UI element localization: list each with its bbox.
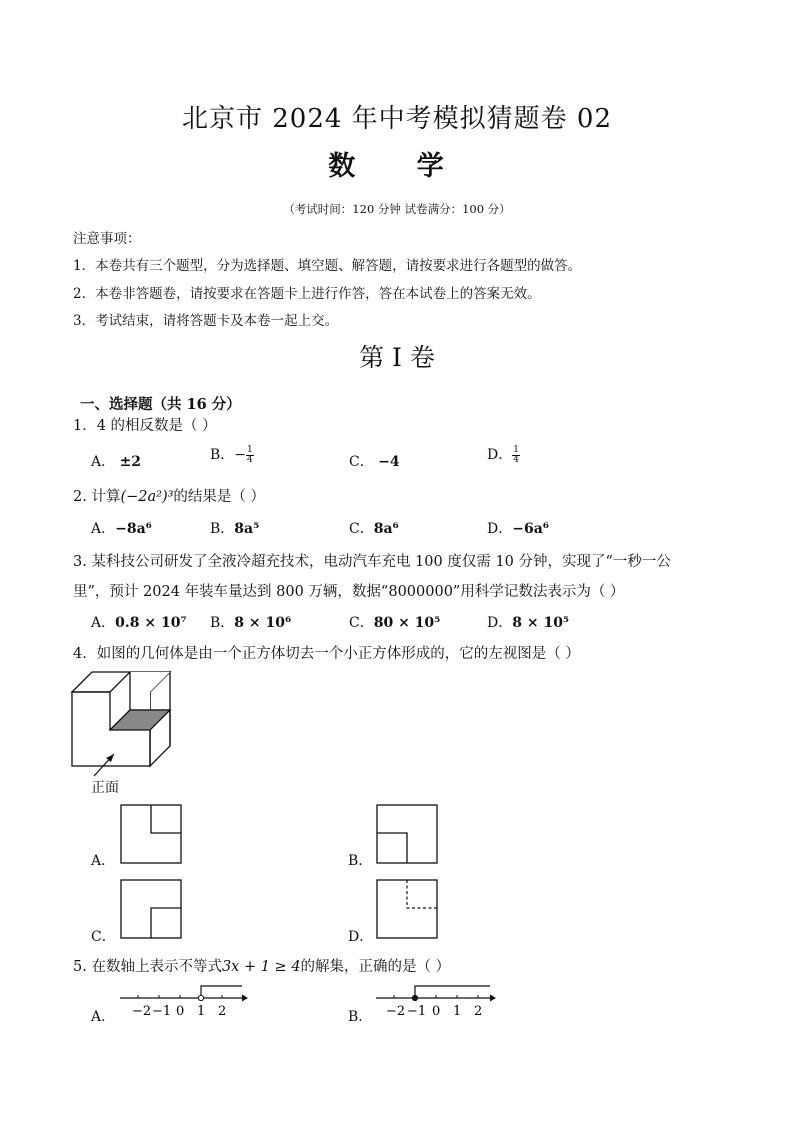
notes-heading: 注意事项：	[73, 231, 141, 247]
tick-label: 2	[218, 1004, 227, 1019]
tick-label: −2	[386, 1004, 406, 1019]
q4-option-d-figure	[376, 879, 438, 939]
q4-option-c-figure	[120, 879, 182, 939]
section-title: 一、选择题（共 16 分）	[80, 396, 241, 413]
q4-option-b-label: B．	[348, 853, 373, 869]
tick-label: 1	[453, 1004, 462, 1019]
q1-option-a	[91, 451, 141, 471]
q2-option-a	[91, 518, 152, 538]
tick-label: 1	[197, 1004, 206, 1019]
front-view-label: 正面	[91, 780, 119, 796]
q4-option-a-label: A．	[91, 853, 116, 869]
option-label: A．	[91, 454, 116, 470]
option-label: A．	[91, 521, 116, 537]
option-value: 8 × 10⁶	[234, 615, 292, 631]
subject-text: 数 学	[328, 151, 466, 182]
option-value: 0.8 × 10⁷	[115, 615, 187, 631]
q2-option-d	[487, 518, 549, 538]
option-value: −6a⁶	[512, 521, 549, 537]
q3-option-c	[349, 612, 440, 632]
q4-stem: 4．如图的几何体是由一个正方体切去一个小正方体形成的，它的左视图是（ ）	[73, 646, 580, 662]
tick-label: 0	[432, 1004, 441, 1019]
q3-stem-line-2: 里”，预计 2024 年装车量达到 800 万辆，数据“8000000”用科学记数法表示为（ ）	[73, 584, 625, 600]
q5-option-b-number-line	[374, 982, 504, 1022]
q4-option-b-figure	[376, 804, 438, 864]
option-value: 8a⁵	[234, 521, 260, 537]
fraction	[512, 446, 520, 465]
option-label: A．	[91, 615, 116, 631]
tick-label: 0	[176, 1004, 185, 1019]
q1-option-c	[349, 451, 400, 471]
exam-title: 北京市 2024 年中考模拟猜题卷 02	[181, 104, 613, 134]
q3-option-b	[210, 612, 291, 632]
q4-option-a-figure	[120, 804, 182, 864]
option-value: 80 × 10⁵	[373, 615, 441, 631]
option-value: ±2	[119, 454, 142, 470]
note-item-2: 2．本卷非答题卷，请按要求在答题卡上进行作答，答在本试卷上的答案无效。	[73, 286, 541, 302]
math-expression: 3x + 1 ≥ 4	[221, 959, 301, 975]
q2-option-c	[349, 518, 399, 538]
q1-option-b	[210, 444, 254, 465]
exam-time-info: （考试时间：120 分钟 试卷满分：100 分）	[283, 202, 511, 216]
tick-label: −1	[152, 1004, 172, 1019]
fraction	[246, 446, 254, 465]
option-label: D．	[487, 521, 513, 537]
option-value: −4	[378, 454, 400, 470]
q2-stem	[73, 485, 265, 506]
option-label: B．	[210, 521, 235, 537]
option-sign: −	[234, 447, 247, 463]
math-expression: (−2a²)³	[120, 489, 174, 505]
q1-option-d	[487, 444, 520, 465]
option-value: 8 × 10⁵	[512, 615, 570, 631]
q1-stem: 1．4 的相反数是（ ）	[73, 418, 217, 434]
option-label: C．	[349, 454, 374, 470]
option-label: C．	[349, 521, 374, 537]
option-value: −8a⁶	[115, 521, 152, 537]
q3-stem-line-1: 3. 某科技公司研发了全液冷超充技术，电动汽车充电 100 度仅需 10 分钟，实现了“一秒一公	[73, 554, 671, 570]
stem-text: 的结果是（ ）	[173, 489, 266, 505]
q5-stem	[73, 955, 450, 976]
option-label: B．	[210, 615, 235, 631]
tick-label: −2	[132, 1004, 152, 1019]
q4-solid-figure	[70, 670, 175, 770]
q4-option-d-label: D．	[348, 929, 374, 945]
note-item-3: 3．考试结束，请将答题卡及本卷一起上交。	[73, 313, 339, 329]
subject-title	[0, 144, 794, 183]
denominator: 4	[513, 454, 519, 465]
stem-text: 的解集，正确的是（ ）	[300, 959, 451, 975]
q3-option-d	[487, 612, 569, 632]
stem-text: 5. 在数轴上表示不等式	[73, 959, 222, 975]
option-label: C．	[349, 615, 374, 631]
numerator: 1	[247, 444, 253, 455]
stem-text: 2. 计算	[73, 489, 121, 505]
option-label: D．	[487, 447, 513, 463]
q5-option-a-number-line	[118, 982, 248, 1022]
note-item-1: 1．本卷共有三个题型，分为选择题、填空题、解答题，请按要求进行各题型的做答。	[73, 258, 582, 274]
q5-option-a-label: A．	[91, 1009, 116, 1025]
tick-label: 2	[474, 1004, 483, 1019]
q2-option-b	[210, 518, 259, 538]
option-label: B．	[210, 447, 235, 463]
volume-title: 第 I 卷	[359, 343, 435, 372]
tick-label: −1	[407, 1004, 427, 1019]
q4-option-c-label: C．	[91, 929, 116, 945]
numerator: 1	[513, 444, 519, 455]
q3-option-a	[91, 612, 187, 632]
denominator: 4	[247, 454, 253, 465]
q5-option-b-label: B．	[348, 1009, 373, 1025]
option-label: D．	[487, 615, 513, 631]
option-value: 8a⁶	[373, 521, 399, 537]
